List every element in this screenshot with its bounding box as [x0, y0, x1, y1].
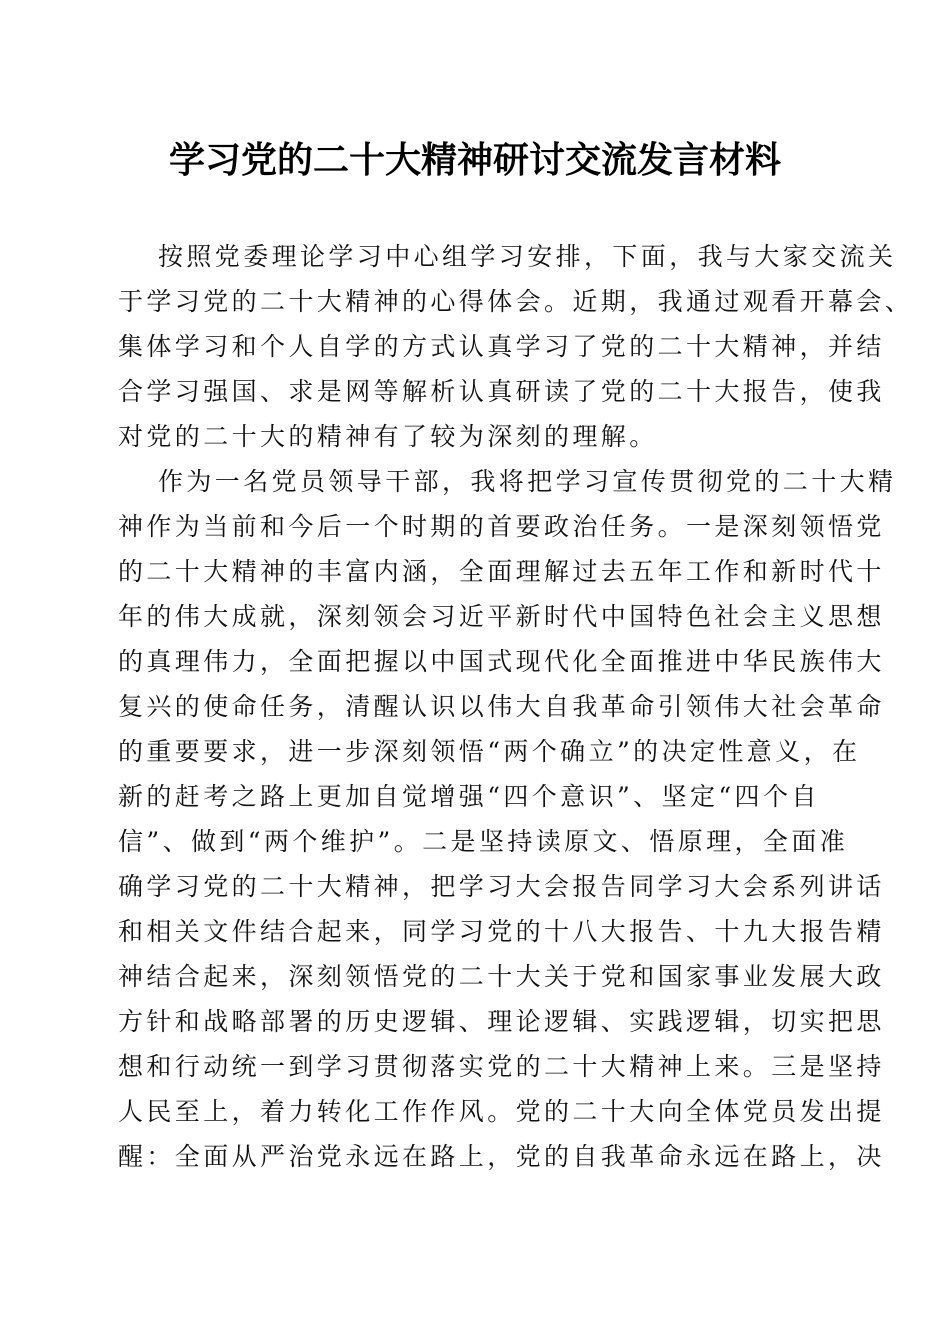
paragraph-line: 确学习党的二十大精神，把学习大会报告同学习大会系列讲话	[118, 872, 885, 901]
document-body	[118, 234, 914, 1179]
paragraph-line: 和相关文件结合起来，同学习党的十八大报告、十九大报告精	[118, 917, 885, 946]
paragraph-line: 方针和战略部署的历史逻辑、理论逻辑、实践逻辑，切实把思	[118, 1007, 885, 1036]
paragraph-line: 信”、做到“两个维护”。二是坚持读原文、悟原理，全面准	[118, 827, 849, 856]
paragraph-line: 作为一名党员领导干部，我将把学习宣传贯彻党的二十大精	[158, 467, 897, 496]
paragraph-line: 新的赶考之路上更加自觉增强“四个意识”、坚定“四个自	[118, 782, 820, 811]
document-title: 学习党的二十大精神研讨交流发言材料	[168, 139, 781, 181]
paragraph-line: 对党的二十大的精神有了较为深刻的理解。	[118, 422, 658, 451]
paragraph-line: 人民至上，着力转化工作作风。党的二十大向全体党员发出提	[118, 1097, 885, 1126]
paragraph-line: 神结合起来，深刻领悟党的二十大关于党和国家事业发展大政	[118, 962, 885, 991]
paragraph-line: 神作为当前和今后一个时期的首要政治任务。一是深刻领悟党	[118, 512, 885, 541]
paragraph-line: 年的伟大成就，深刻领会习近平新时代中国特色社会主义思想	[118, 602, 885, 631]
paragraph-line: 集体学习和个人自学的方式认真学习了党的二十大精神，并结	[118, 332, 885, 361]
paragraph-line: 的真理伟力，全面把握以中国式现代化全面推进中华民族伟大	[118, 647, 885, 676]
paragraph-line: 按照党委理论学习中心组学习安排，下面，我与大家交流关	[158, 242, 897, 271]
paragraph-line: 于学习党的二十大精神的心得体会。近期，我通过观看开幕会、	[118, 287, 914, 316]
paragraph-line: 合学习强国、求是网等解析认真研读了党的二十大报告，使我	[118, 377, 885, 406]
paragraph-line: 想和行动统一到学习贯彻落实党的二十大精神上来。三是坚持	[118, 1052, 885, 1081]
paragraph-line: 的重要要求，进一步深刻领悟“两个确立”的决定性意义，在	[118, 737, 861, 766]
paragraph-line: 的二十大精神的丰富内涵，全面理解过去五年工作和新时代十	[118, 557, 885, 586]
paragraph-line: 复兴的使命任务，清醒认识以伟大自我革命引领伟大社会革命	[118, 692, 885, 721]
paragraph-line: 醒：全面从严治党永远在路上，党的自我革命永远在路上，决	[118, 1142, 885, 1171]
